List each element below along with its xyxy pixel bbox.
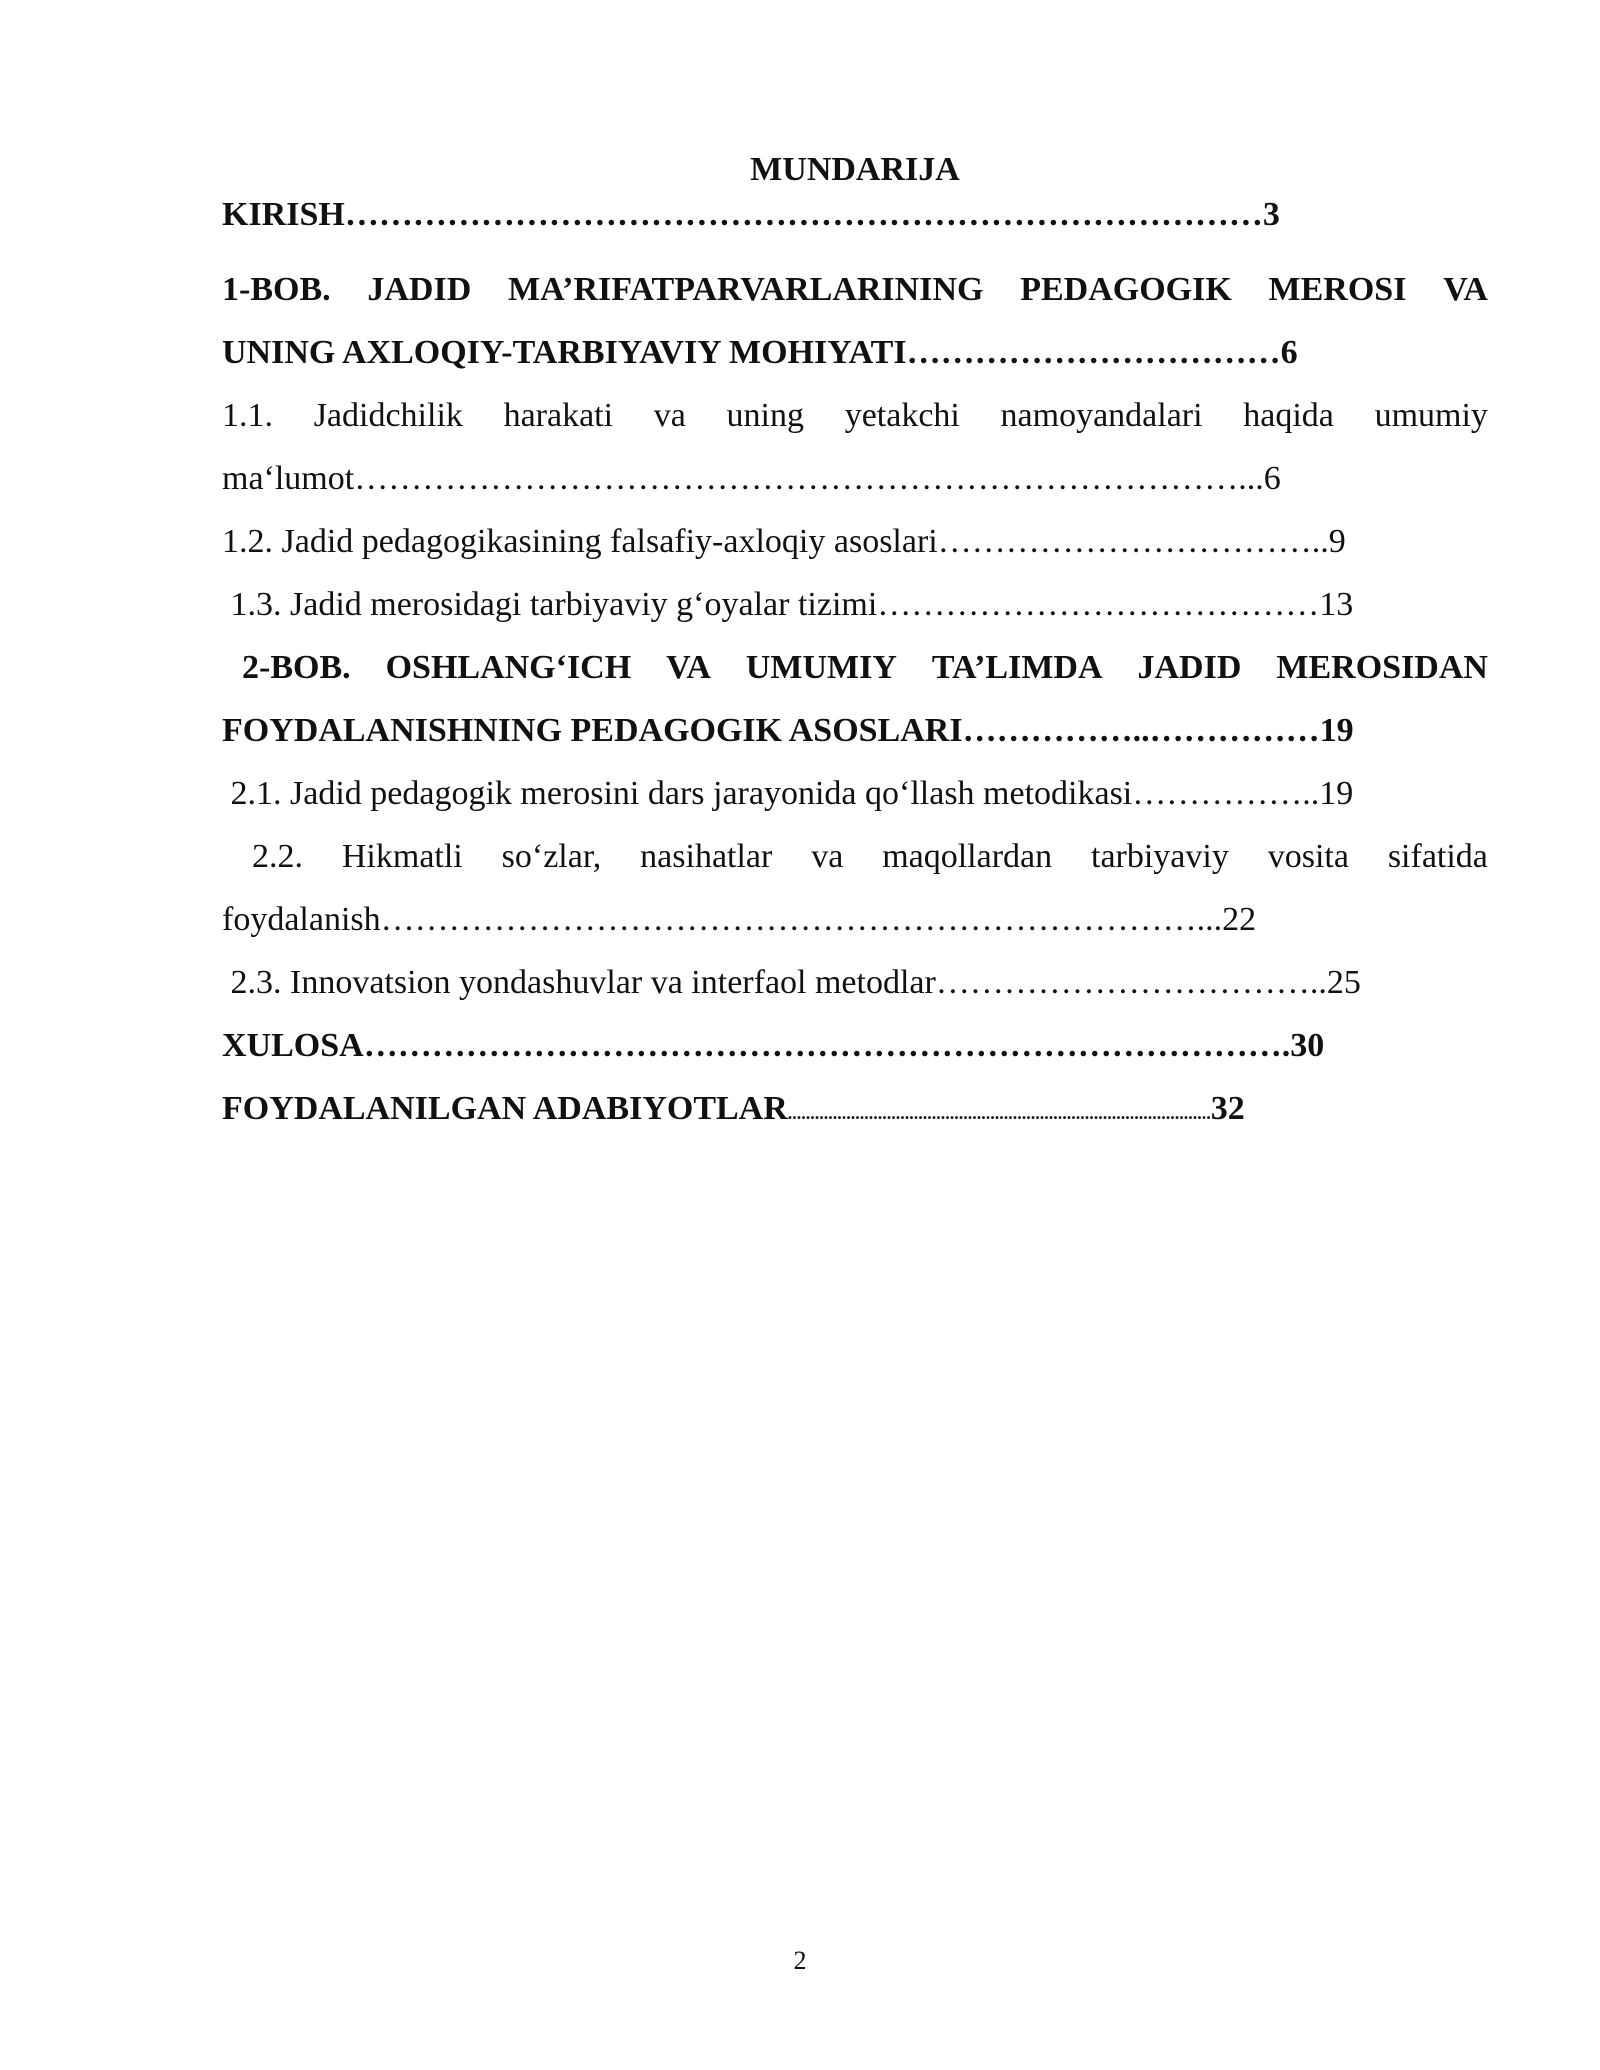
toc-entry-kirish: KIRISH………………………………………………………………………3 <box>222 196 1280 233</box>
toc-word: Hikmatli <box>341 838 463 875</box>
toc-entry-adabiyotlar-label: FOYDALANILGAN ADABIYOTLAR <box>222 1090 788 1127</box>
toc-word: MEROSIDAN <box>1276 649 1488 686</box>
toc-entry-1-3: 1.3. Jadid merosidagi tarbiyaviy g‘oyalar tizimi…………………………………13 <box>222 586 1354 623</box>
toc-entry-bob2-line2: FOYDALANISHNING PEDAGOGIK ASOSLARI……………..……………19 <box>222 712 1354 749</box>
table-of-contents <box>222 145 1488 1140</box>
toc-word: umumiy <box>1374 397 1488 434</box>
toc-word: yetakchi <box>844 397 960 434</box>
toc-word: JADID <box>1137 649 1242 686</box>
toc-entry-bob1-line1 <box>222 258 1488 321</box>
toc-entry-2-1: 2.1. Jadid pedagogik merosini dars jarayonida qo‘llash metodikasi……………..19 <box>222 775 1354 812</box>
toc-entry-1-1-line2: ma‘lumot……………………………………………………………………...6 <box>222 460 1281 497</box>
toc-word: haqida <box>1243 397 1334 434</box>
toc-entry-1-1-line1 <box>222 384 1488 447</box>
toc-word: maqollardan <box>882 838 1053 875</box>
toc-entry-adabiyotlar <box>222 1077 1488 1140</box>
toc-word: MEROSI <box>1268 271 1407 308</box>
toc-word: sifatida <box>1387 838 1488 875</box>
toc-entry-bob1-line2: UNING AXLOQIY-TARBIYAVIY MOHIYATI……………………………6 <box>222 334 1298 371</box>
toc-word: 1.1. <box>222 397 273 434</box>
toc-leader-dots: .............................................................................................. <box>787 1103 1211 1123</box>
toc-entry-2-2-line2: foydalanish………………………………………………………………...22 <box>222 901 1257 938</box>
toc-entry-bob2-line1 <box>222 636 1488 699</box>
toc-word: uning <box>726 397 804 434</box>
toc-word: 1-BOB. <box>222 271 331 308</box>
toc-entry-2-2-line1 <box>222 825 1488 888</box>
toc-word: harakati <box>503 397 614 434</box>
toc-word: UMUMIY <box>745 649 897 686</box>
toc-word: tarbiyaviy <box>1091 838 1229 875</box>
toc-word: va <box>653 397 686 434</box>
toc-word: PEDAGOGIK <box>1020 271 1232 308</box>
toc-word: JADID <box>367 271 472 308</box>
toc-word: TA’LIMDA <box>931 649 1103 686</box>
toc-word: nasihatlar <box>640 838 773 875</box>
toc-word: namoyandalari <box>1000 397 1203 434</box>
toc-word: 2.2. <box>252 838 303 875</box>
toc-word: 2-BOB. <box>242 649 351 686</box>
toc-title: MUNDARIJA <box>750 151 960 188</box>
toc-entry-adabiyotlar-page: 32 <box>1210 1090 1245 1127</box>
toc-entry-xulosa: XULOSA……………………………………………………………………….30 <box>222 1027 1325 1064</box>
toc-word: VA <box>1443 271 1488 308</box>
toc-entry-2-3: 2.3. Innovatsion yondashuvlar va interfaol metodlar……………………………..25 <box>222 964 1361 1001</box>
page-number: 2 <box>793 1946 807 1975</box>
toc-word: Jadidchilik <box>313 397 463 434</box>
toc-entry-1-2: 1.2. Jadid pedagogikasining falsafiy-axloqiy asoslari……………………………..9 <box>222 523 1346 560</box>
toc-word: MA’RIFATPARVARLARINING <box>508 271 984 308</box>
toc-word: VA <box>666 649 711 686</box>
toc-word: va <box>811 838 844 875</box>
toc-word: OSHLANG‘ICH <box>385 649 632 686</box>
toc-word: so‘zlar, <box>501 838 602 875</box>
toc-word: vosita <box>1267 838 1349 875</box>
